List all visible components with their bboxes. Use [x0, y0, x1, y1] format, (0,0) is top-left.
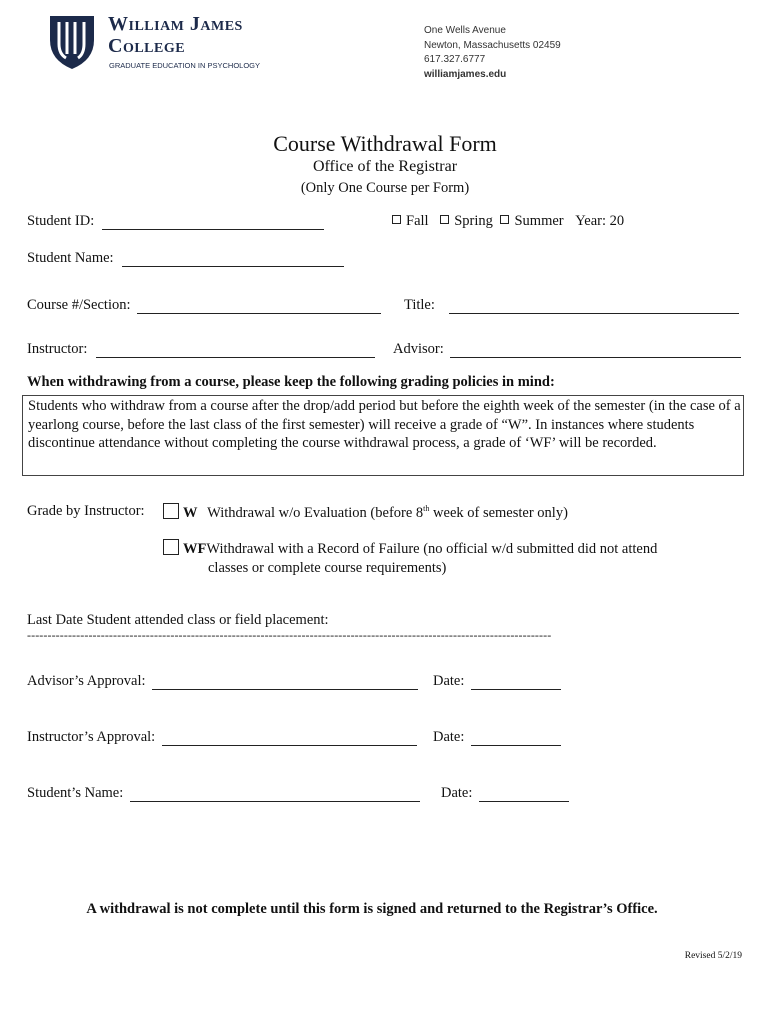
term-selector	[392, 213, 624, 230]
instructor-date-row	[433, 729, 561, 746]
last-date-label: Last Date Student attended class or field placement:	[27, 612, 329, 628]
instructor-label: Instructor:	[27, 341, 88, 357]
summer-label: Summer	[514, 213, 564, 229]
student-id-field[interactable]	[102, 213, 324, 230]
instructor-date-field[interactable]	[471, 729, 561, 746]
student-date-label: Date:	[441, 785, 473, 801]
instructor-approval-field[interactable]	[162, 729, 417, 746]
student-id-label: Student ID:	[27, 213, 95, 229]
fall-label: Fall	[406, 213, 429, 229]
student-name-row	[27, 250, 344, 267]
advisor-label: Advisor:	[393, 341, 444, 357]
grade-wf-option	[163, 539, 657, 577]
advisor-approval-label: Advisor’s Approval:	[27, 673, 146, 689]
advisor-row	[393, 341, 741, 358]
student-id-row	[27, 213, 324, 230]
student-name-sign-row	[27, 785, 420, 802]
instructor-approval-label: Instructor’s Approval:	[27, 729, 156, 745]
course-title-label: Title:	[404, 297, 435, 313]
address-block	[424, 24, 561, 82]
course-row	[27, 297, 381, 314]
completion-notice: A withdrawal is not complete until this form is signed and returned to the Registrar’s Office.	[86, 901, 658, 917]
course-title-field[interactable]	[449, 297, 739, 314]
college-logo	[48, 14, 96, 70]
advisor-approval-row	[27, 673, 418, 690]
course-section-label: Course #/Section:	[27, 297, 131, 313]
spring-checkbox[interactable]	[440, 215, 449, 224]
student-name-field[interactable]	[122, 250, 344, 267]
student-date-row	[441, 785, 569, 802]
form-subtitle: Office of the Registrar	[312, 158, 458, 175]
advisor-date-label: Date:	[433, 673, 465, 689]
advisor-date-field[interactable]	[471, 673, 561, 690]
instructor-approval-row	[27, 729, 417, 746]
grade-wf-desc-1: Withdrawal with a Record of Failure (no official w/d submitted did not attend	[206, 541, 658, 557]
grade-wf-code: WF	[183, 541, 207, 557]
grade-w-desc: Withdrawal w/o Evaluation (before 8th week of semester only)	[207, 504, 568, 521]
address-phone: 617.327.6777	[424, 54, 486, 65]
fall-checkbox[interactable]	[392, 215, 401, 224]
address-website: williamjames.edu	[424, 68, 507, 80]
grade-wf-desc-2: classes or complete course requirements)	[208, 559, 447, 576]
grade-w-option	[163, 503, 568, 522]
instructor-date-label: Date:	[433, 729, 465, 745]
year-label: Year: 20	[575, 213, 625, 229]
student-name-label: Student Name:	[27, 250, 114, 266]
grade-w-checkbox[interactable]	[163, 503, 179, 519]
student-sign-label: Student’s Name:	[27, 785, 124, 801]
address-city: Newton, Massachusetts 02459	[424, 39, 561, 51]
wjc-shield-icon	[48, 14, 96, 70]
course-section-field[interactable]	[137, 297, 381, 314]
advisor-date-row	[433, 673, 561, 690]
title-row	[404, 297, 739, 314]
form-title: Course Withdrawal Form	[273, 131, 497, 156]
address-street: One Wells Avenue	[424, 25, 506, 36]
college-name-line-2: College	[108, 35, 186, 57]
policy-text: Students who withdraw from a course after the drop/add period but before the eighth week of the semester (in the case of a yearlong course, before the last class of the first semester) will receive a grade of “W”. In instances where students discontinue attendance without completing the course withdrawal process, a grade of ‘WF’ will be recorded.	[28, 398, 741, 451]
advisor-field[interactable]	[450, 341, 741, 358]
student-sign-field[interactable]	[130, 785, 420, 802]
spring-label: Spring	[454, 213, 493, 229]
instructor-field[interactable]	[96, 341, 375, 358]
student-date-field[interactable]	[479, 785, 569, 802]
revised-date: Revised 5/2/19	[684, 951, 742, 961]
advisor-approval-field[interactable]	[152, 673, 418, 690]
instructor-row	[27, 341, 375, 358]
grade-w-code: W	[183, 505, 198, 521]
summer-checkbox[interactable]	[500, 215, 509, 224]
policy-box	[22, 395, 744, 476]
grade-wf-checkbox[interactable]	[163, 539, 179, 555]
form-note: (Only One Course per Form)	[300, 180, 470, 196]
policy-heading: When withdrawing from a course, please keep the following grading policies in mind:	[27, 374, 555, 390]
grade-label: Grade by Instructor:	[27, 503, 145, 519]
college-name-line-1: William James	[108, 13, 243, 35]
college-tagline: GRADUATE EDUCATION IN PSYCHOLOGY	[109, 61, 260, 70]
dashed-divider: --------------------------------------------------------------------------------------------------------------------------------	[27, 628, 552, 642]
